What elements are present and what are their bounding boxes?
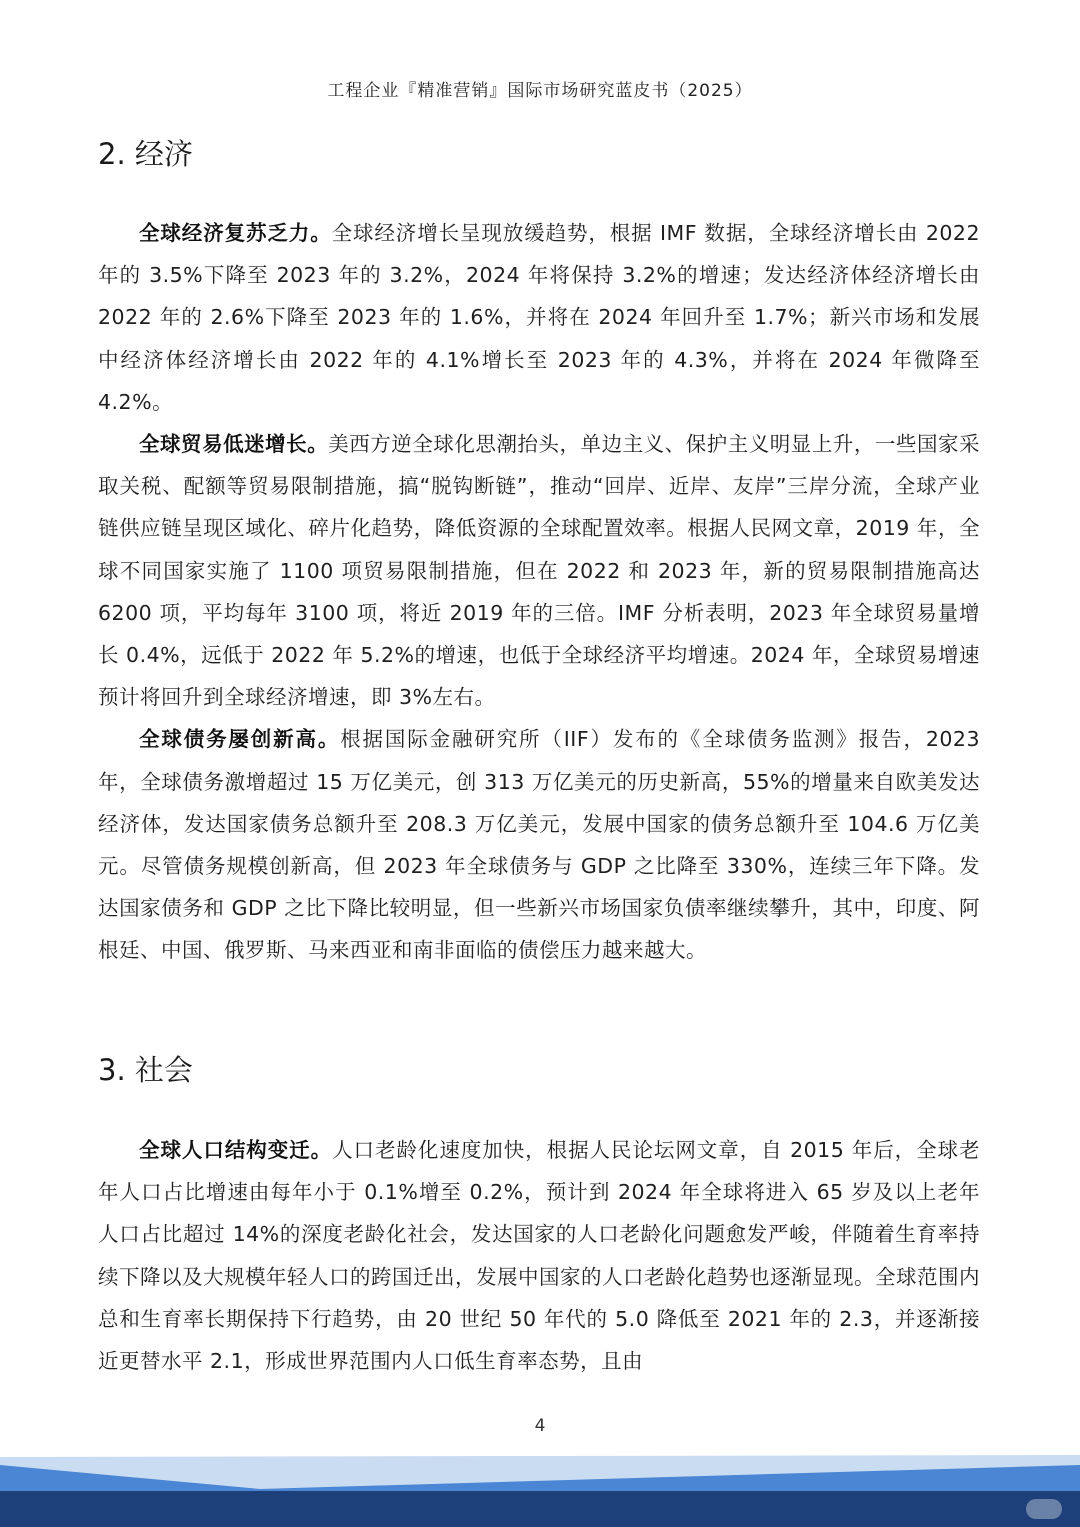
paragraph-body: 根据国际金融研究所（IIF）发布的《全球债务监测》报告，2023 年，全球债务激增超过 15 万亿美元，创 313 万亿美元的历史新高，55%的增量来自欧美发达经济体，发达国家债务总额升至 208.3 万亿美元，发展中国家的债务总额升至 104.6 万亿美元。尽管债务规模创新高，但 2023 年全球债务与 GDP 之比降至 330%，连续三年下降。发达国家债务和 GDP 之比下降比较明显，但一些新兴市场国家负债率继续攀升，其中，印度、阿根廷、中国、俄罗斯、马来西亚和南非面临的债偿压力越来越大。	[98, 727, 980, 963]
paragraph-global-debt	[98, 718, 980, 971]
paragraph-body: 人口老龄化速度加快，根据人民论坛网文章，自 2015 年后，全球老年人口占比增速由每年小于 0.1%增至 0.2%，预计到 2024 年全球将进入 65 岁及以上老年人口占比超过 14%的深度老龄化社会，发达国家的人口老龄化问题愈发严峻，伴随着生育率持续下降以及大规模年轻人口的跨国迁出，发展中国家的人口老龄化趋势也逐渐显现。全球范围内总和生育率长期保持下行趋势，由 20 世纪 50 年代的 5.0 降低至 2021 年的 2.3，并逐渐接近更替水平 2.1，形成世界范围内人口低生育率态势，且由	[98, 1138, 981, 1374]
page-number: 4	[534, 1416, 546, 1436]
footer-wave-graphic	[0, 1455, 1080, 1527]
watermark-badge	[1026, 1499, 1062, 1519]
paragraph-lead: 全球经济复苏乏力。	[139, 221, 332, 245]
paragraph-economic-recovery	[98, 212, 980, 423]
paragraph-global-trade	[98, 423, 980, 718]
footer-decorative-band	[0, 1455, 1080, 1527]
section-heading-economy: 2. 经济	[98, 137, 193, 171]
section-body-society	[98, 1129, 980, 1382]
paragraph-lead: 全球债务屡创新高。	[139, 727, 341, 752]
paragraph-body: 美西方逆全球化思潮抬头，单边主义、保护主义明显上升，一些国家采取关税、配额等贸易限制措施，搞“脱钩断链”，推动“回岸、近岸、友岸”三岸分流，全球产业链供应链呈现区域化、碎片化趋势，降低资源的全球配置效率。根据人民网文章，2019 年，全球不同国家实施了 1100 项贸易限制措施，但在 2022 和 2023 年，新的贸易限制措施高达 6200 项，平均每年 3100 项，将近 2019 年的三倍。IMF 分析表明，2023 年全球贸易量增长 0.4%，远低于 2022 年 5.2%的增速，也低于全球经济平均增速。2024 年，全球贸易增速预计将回升到全球经济增速，即 3%左右。	[98, 432, 981, 710]
section-heading-society: 3. 社会	[98, 1053, 193, 1087]
paragraph-lead: 全球人口结构变迁。	[139, 1138, 333, 1162]
section-body-economy	[98, 212, 980, 972]
document-header-title: 工程企业『精准营销』国际市场研究蓝皮书（2025）	[327, 81, 753, 101]
paragraph-lead: 全球贸易低迷增长。	[139, 432, 329, 457]
paragraph-body: 全球经济增长呈现放缓趋势，根据 IMF 数据，全球经济增长由 2022 年的 3.5%下降至 2023 年的 3.2%，2024 年将保持 3.2%的增速；发达经济体经济增长由 2022 年的 2.6%下降至 2023 年的 1.6%，并将在 2024 年回升至 1.7%；新兴市场和发展中经济体经济增长由 2022 年的 4.1%增长至 2023 年的 4.3%，并将在 2024 年微降至 4.2%。	[98, 221, 980, 414]
paragraph-population-structure	[98, 1129, 980, 1382]
